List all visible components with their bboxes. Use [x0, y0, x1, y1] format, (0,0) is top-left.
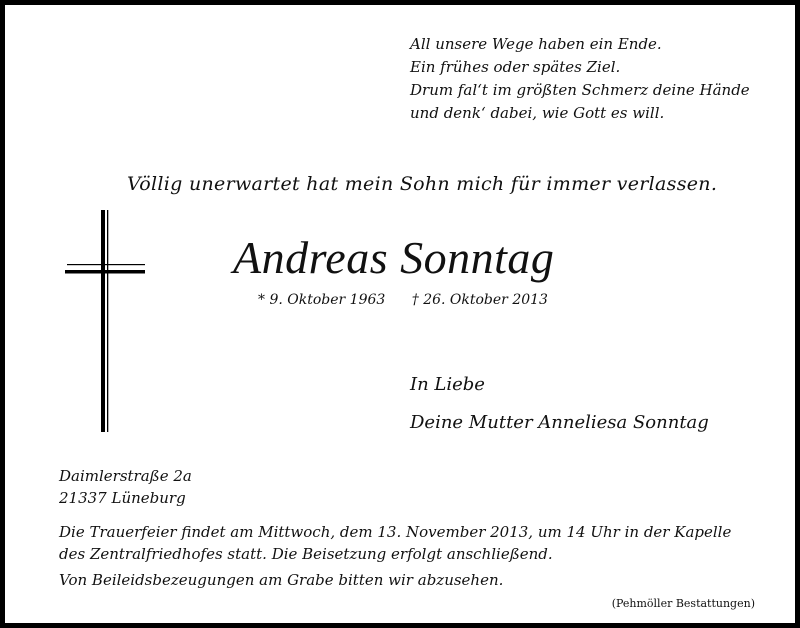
signature-block: [410, 366, 709, 442]
cross-icon: [65, 210, 149, 435]
street: Daimlerstraße 2a: [59, 467, 192, 485]
funeral-line: des Zentralfriedhofes statt. Die Beisetzung erfolgt anschließend.: [59, 545, 553, 563]
funeral-home: (Pehmöller Bestattungen): [611, 597, 755, 610]
birth-date: * 9. Oktober 1963: [258, 292, 386, 308]
funeral-line: Die Trauerfeier findet am Mittwoch, dem 13. November 2013, um 14 Uhr in der Kapelle: [59, 523, 732, 541]
life-dates: [258, 292, 548, 308]
poem-line: Drum fal‘t im größten Schmerz deine Hände: [410, 81, 750, 99]
poem-line: All unsere Wege haben ein Ende.: [410, 35, 662, 53]
poem: [410, 33, 750, 125]
poem-line: und denk‘ dabei, wie Gott es will.: [410, 104, 665, 122]
intro-text: Völlig unerwartet hat mein Sohn mich für immer verlassen.: [127, 173, 718, 195]
address-block: [59, 465, 192, 509]
poem-line: Ein frühes oder spätes Ziel.: [410, 58, 621, 76]
deceased-name: Andreas Sonntag: [233, 232, 555, 283]
death-date: † 26. Oktober 2013: [411, 292, 548, 308]
greeting: In Liebe: [410, 374, 485, 395]
condolence-note: Von Beileidsbezeugungen am Grabe bitten wir abzusehen.: [59, 571, 504, 589]
city: 21337 Lüneburg: [59, 489, 186, 507]
signer: Deine Mutter Anneliesa Sonntag: [410, 412, 709, 433]
funeral-notice: [59, 521, 731, 591]
